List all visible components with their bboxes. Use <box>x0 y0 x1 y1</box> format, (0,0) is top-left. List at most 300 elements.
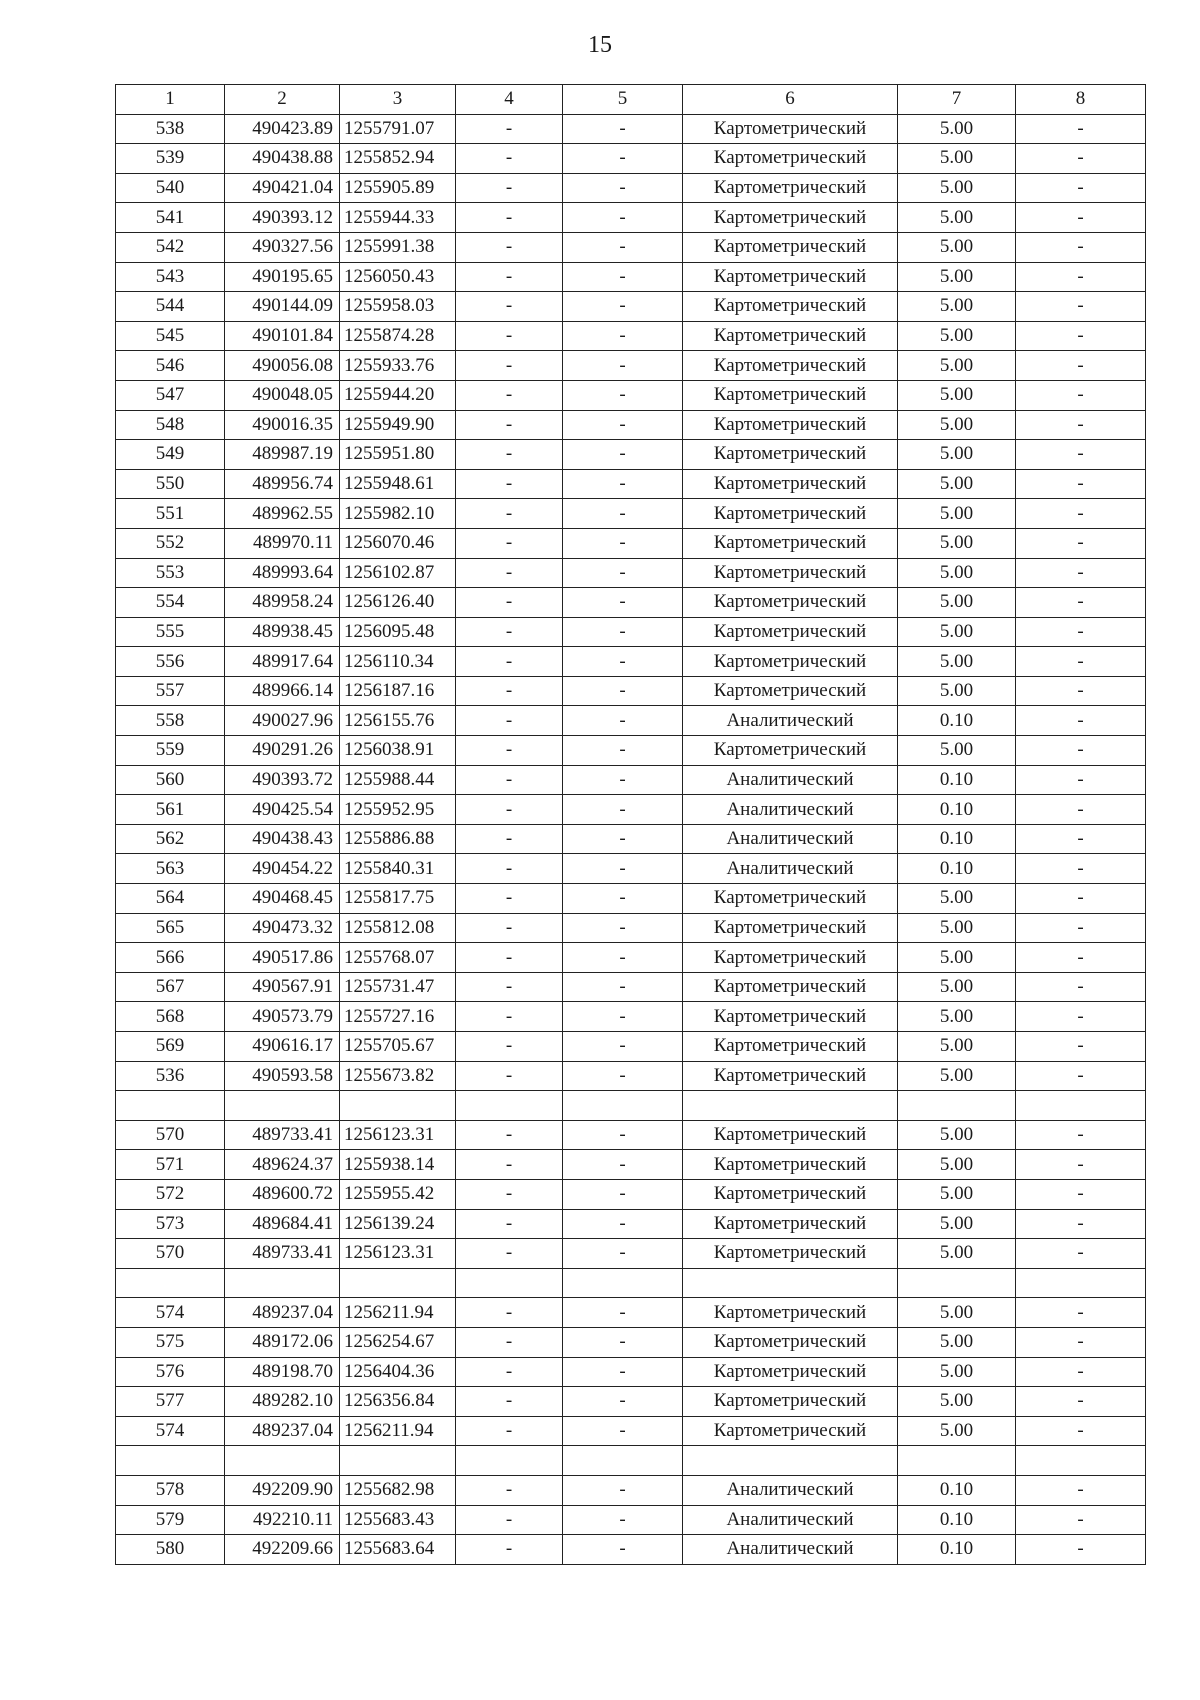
table-cell <box>898 1446 1016 1476</box>
table-cell: - <box>563 1179 683 1209</box>
table-cell: 490616.17 <box>225 1032 340 1062</box>
table-cell: - <box>1016 440 1146 470</box>
table-cell: 564 <box>116 884 225 914</box>
table-cell: 0.10 <box>898 854 1016 884</box>
table-cell: - <box>1016 1298 1146 1328</box>
table-row <box>116 528 1146 558</box>
table-cell: - <box>1016 972 1146 1002</box>
table-cell: - <box>563 913 683 943</box>
table-cell: 550 <box>116 469 225 499</box>
table-cell: 1255874.28 <box>340 321 456 351</box>
table-cell: - <box>563 203 683 233</box>
table-cell: 489733.41 <box>225 1120 340 1150</box>
table-cell <box>683 1446 898 1476</box>
table-cell: - <box>1016 795 1146 825</box>
table-cell: - <box>456 440 563 470</box>
table-cell: - <box>456 1505 563 1535</box>
table-cell: - <box>1016 528 1146 558</box>
table-cell <box>225 1091 340 1121</box>
table-cell: - <box>456 114 563 144</box>
table-cell: Аналитический <box>683 1535 898 1565</box>
table-cell: - <box>563 351 683 381</box>
table-cell: 573 <box>116 1209 225 1239</box>
table-cell: 5.00 <box>898 173 1016 203</box>
table-cell: 5.00 <box>898 972 1016 1002</box>
table-cell: Картометрический <box>683 410 898 440</box>
table-cell: - <box>563 1387 683 1417</box>
table-cell: 548 <box>116 410 225 440</box>
table-cell <box>898 1268 1016 1298</box>
table-cell: - <box>563 884 683 914</box>
table-cell: 554 <box>116 588 225 618</box>
table-cell: 490393.12 <box>225 203 340 233</box>
table-cell: - <box>563 1209 683 1239</box>
table-cell: - <box>563 824 683 854</box>
table-cell <box>563 1446 683 1476</box>
table-cell: 489993.64 <box>225 558 340 588</box>
table-cell: - <box>1016 499 1146 529</box>
table-cell: 1256095.48 <box>340 617 456 647</box>
table-cell: 1255886.88 <box>340 824 456 854</box>
table-row <box>116 884 1146 914</box>
table-cell: - <box>1016 203 1146 233</box>
table-row <box>116 469 1146 499</box>
table-cell: 489198.70 <box>225 1357 340 1387</box>
table-cell: Картометрический <box>683 528 898 558</box>
table-cell: 1256070.46 <box>340 528 456 558</box>
table-cell: - <box>563 469 683 499</box>
table-row <box>116 114 1146 144</box>
table-row <box>116 1032 1146 1062</box>
table-cell <box>116 1446 225 1476</box>
table-cell: 5.00 <box>898 1209 1016 1239</box>
coordinates-table <box>115 84 1146 1565</box>
table-cell: - <box>456 1239 563 1269</box>
table-cell: 577 <box>116 1387 225 1417</box>
table-cell: 1256050.43 <box>340 262 456 292</box>
table-cell: 552 <box>116 528 225 558</box>
table-cell <box>1016 1446 1146 1476</box>
table-cell: - <box>456 884 563 914</box>
table-cell: - <box>563 1061 683 1091</box>
table-cell: 490438.43 <box>225 824 340 854</box>
table-cell: - <box>456 765 563 795</box>
table-cell: Аналитический <box>683 1475 898 1505</box>
table-cell: 5.00 <box>898 1327 1016 1357</box>
table-cell: 489733.41 <box>225 1239 340 1269</box>
table-cell: 5.00 <box>898 1179 1016 1209</box>
table-cell: Аналитический <box>683 854 898 884</box>
table-row <box>116 854 1146 884</box>
table-cell: 559 <box>116 736 225 766</box>
table-cell: 571 <box>116 1150 225 1180</box>
table-cell: 490573.79 <box>225 1002 340 1032</box>
table-cell: 5.00 <box>898 1357 1016 1387</box>
table-cell: 490393.72 <box>225 765 340 795</box>
table-cell: - <box>563 1535 683 1565</box>
table-cell: - <box>456 617 563 647</box>
table-cell: Картометрический <box>683 676 898 706</box>
table-cell: - <box>563 1239 683 1269</box>
table-cell: 5.00 <box>898 1061 1016 1091</box>
table-row <box>116 647 1146 677</box>
table-cell: - <box>1016 1505 1146 1535</box>
table-cell: 5.00 <box>898 321 1016 351</box>
table-cell: - <box>1016 1002 1146 1032</box>
table-cell: 1255991.38 <box>340 232 456 262</box>
table-row <box>116 736 1146 766</box>
table-cell: 5.00 <box>898 884 1016 914</box>
table-cell: - <box>563 528 683 558</box>
table-cell: 489172.06 <box>225 1327 340 1357</box>
table-cell: - <box>456 736 563 766</box>
table-cell: Аналитический <box>683 765 898 795</box>
table-cell: 558 <box>116 706 225 736</box>
table-cell: Картометрический <box>683 1179 898 1209</box>
table-cell: - <box>456 1357 563 1387</box>
table-cell: 1255944.20 <box>340 380 456 410</box>
table-cell: 5.00 <box>898 1120 1016 1150</box>
table-cell: - <box>563 1150 683 1180</box>
table-cell: 1255949.90 <box>340 410 456 440</box>
header-cell: 8 <box>1016 85 1146 115</box>
table-cell: - <box>456 499 563 529</box>
table-cell: - <box>563 1505 683 1535</box>
table-row <box>116 499 1146 529</box>
table-cell: Картометрический <box>683 588 898 618</box>
table-cell: 489987.19 <box>225 440 340 470</box>
table-cell: 489684.41 <box>225 1209 340 1239</box>
header-cell: 5 <box>563 85 683 115</box>
table-cell <box>340 1268 456 1298</box>
table-cell: 490027.96 <box>225 706 340 736</box>
table-cell: - <box>456 410 563 440</box>
table-cell: - <box>1016 1209 1146 1239</box>
table-row <box>116 1061 1146 1091</box>
table-cell: 5.00 <box>898 410 1016 440</box>
table-cell: 1255673.82 <box>340 1061 456 1091</box>
table-cell: 489966.14 <box>225 676 340 706</box>
table-cell: 490144.09 <box>225 292 340 322</box>
table-cell: 490517.86 <box>225 943 340 973</box>
table-cell: 540 <box>116 173 225 203</box>
table-cell: - <box>456 351 563 381</box>
table-cell: 5.00 <box>898 440 1016 470</box>
table-cell: Картометрический <box>683 1032 898 1062</box>
table-cell: 1256123.31 <box>340 1120 456 1150</box>
table-cell: 1255817.75 <box>340 884 456 914</box>
table-cell <box>683 1268 898 1298</box>
table-cell: Картометрический <box>683 1150 898 1180</box>
table-cell: 1255812.08 <box>340 913 456 943</box>
header-cell: 1 <box>116 85 225 115</box>
table-cell: 557 <box>116 676 225 706</box>
table-cell: Картометрический <box>683 114 898 144</box>
table-cell: 5.00 <box>898 1416 1016 1446</box>
table-cell <box>225 1268 340 1298</box>
table-cell: 5.00 <box>898 588 1016 618</box>
table-cell: 570 <box>116 1120 225 1150</box>
table-cell: 5.00 <box>898 676 1016 706</box>
table-cell: 5.00 <box>898 232 1016 262</box>
table-cell: 490048.05 <box>225 380 340 410</box>
table-cell: - <box>563 972 683 1002</box>
table-row <box>116 292 1146 322</box>
table-cell: - <box>1016 173 1146 203</box>
table-row <box>116 765 1146 795</box>
table-cell: 547 <box>116 380 225 410</box>
table-cell: - <box>1016 1120 1146 1150</box>
table-cell: 544 <box>116 292 225 322</box>
table-cell: 1255683.64 <box>340 1535 456 1565</box>
table-cell: - <box>1016 1357 1146 1387</box>
table-cell: - <box>456 676 563 706</box>
table-cell <box>1016 1091 1146 1121</box>
table-row <box>116 440 1146 470</box>
table-cell: - <box>563 558 683 588</box>
table-cell: - <box>563 1032 683 1062</box>
table-cell: 563 <box>116 854 225 884</box>
table-cell: - <box>456 262 563 292</box>
table-cell: - <box>563 706 683 736</box>
table-cell: - <box>1016 292 1146 322</box>
table-cell: - <box>563 232 683 262</box>
table-cell: 1255791.07 <box>340 114 456 144</box>
table-row <box>116 1268 1146 1298</box>
table-row <box>116 824 1146 854</box>
table-cell: 543 <box>116 262 225 292</box>
table-cell: 1255852.94 <box>340 144 456 174</box>
table-cell: 1255955.42 <box>340 1179 456 1209</box>
table-cell: Картометрический <box>683 972 898 1002</box>
table-cell: 489624.37 <box>225 1150 340 1180</box>
table-cell: 1255938.14 <box>340 1150 456 1180</box>
table-row <box>116 351 1146 381</box>
table-cell: - <box>456 558 563 588</box>
table-cell: 5.00 <box>898 1002 1016 1032</box>
table-cell: - <box>563 499 683 529</box>
table-cell: - <box>1016 706 1146 736</box>
table-row <box>116 588 1146 618</box>
table-cell: 549 <box>116 440 225 470</box>
header-cell: 2 <box>225 85 340 115</box>
table-row <box>116 1002 1146 1032</box>
table-cell: Картометрический <box>683 1209 898 1239</box>
table-row <box>116 1505 1146 1535</box>
table-row <box>116 203 1146 233</box>
table-cell: - <box>456 173 563 203</box>
table-cell: 1255944.33 <box>340 203 456 233</box>
table-cell: Картометрический <box>683 913 898 943</box>
table-cell: - <box>456 144 563 174</box>
table-cell: 5.00 <box>898 736 1016 766</box>
table-cell: Картометрический <box>683 558 898 588</box>
table-cell: Картометрический <box>683 1387 898 1417</box>
table-cell: 5.00 <box>898 144 1016 174</box>
table-cell: - <box>563 1327 683 1357</box>
table-cell: - <box>563 1475 683 1505</box>
table-row <box>116 173 1146 203</box>
table-cell: - <box>563 1298 683 1328</box>
table-cell: 562 <box>116 824 225 854</box>
table-cell: - <box>1016 232 1146 262</box>
table-cell <box>563 1091 683 1121</box>
table-cell: - <box>563 647 683 677</box>
table-cell: 489962.55 <box>225 499 340 529</box>
table-cell: - <box>563 380 683 410</box>
table-cell: Картометрический <box>683 351 898 381</box>
page-number: 15 <box>588 32 612 58</box>
table-cell: - <box>563 943 683 973</box>
table-cell: 490101.84 <box>225 321 340 351</box>
table-row <box>116 1150 1146 1180</box>
table-cell: 1256211.94 <box>340 1298 456 1328</box>
table-cell: 1255683.43 <box>340 1505 456 1535</box>
table-cell: 578 <box>116 1475 225 1505</box>
table-cell: 580 <box>116 1535 225 1565</box>
table-cell: - <box>563 854 683 884</box>
table-cell: 490567.91 <box>225 972 340 1002</box>
table-cell: Картометрический <box>683 1357 898 1387</box>
table-cell: - <box>456 232 563 262</box>
table-cell: - <box>1016 1150 1146 1180</box>
table-cell: 492209.90 <box>225 1475 340 1505</box>
table-cell: - <box>563 1120 683 1150</box>
table-cell: 1255705.67 <box>340 1032 456 1062</box>
table-cell: Картометрический <box>683 736 898 766</box>
table-row <box>116 1446 1146 1476</box>
table-cell: - <box>1016 380 1146 410</box>
table-cell <box>116 1268 225 1298</box>
table-cell: 570 <box>116 1239 225 1269</box>
table-cell: Аналитический <box>683 706 898 736</box>
table-cell: 0.10 <box>898 1505 1016 1535</box>
table-cell: 489917.64 <box>225 647 340 677</box>
table-cell: - <box>563 410 683 440</box>
table-cell: - <box>456 1475 563 1505</box>
table-cell: 5.00 <box>898 1032 1016 1062</box>
table-cell: - <box>1016 558 1146 588</box>
table-cell: 5.00 <box>898 469 1016 499</box>
table-row <box>116 943 1146 973</box>
table-cell: 5.00 <box>898 262 1016 292</box>
table-cell: - <box>1016 1475 1146 1505</box>
table-cell: - <box>456 380 563 410</box>
table-cell: 5.00 <box>898 913 1016 943</box>
header-cell: 7 <box>898 85 1016 115</box>
table-cell: - <box>563 588 683 618</box>
table-cell: Картометрический <box>683 1239 898 1269</box>
table-cell: Аналитический <box>683 1505 898 1535</box>
table-row <box>116 972 1146 1002</box>
table-cell: - <box>456 972 563 1002</box>
table-cell: - <box>456 1002 563 1032</box>
table-cell: Картометрический <box>683 884 898 914</box>
table-cell: 541 <box>116 203 225 233</box>
table-cell: 490593.58 <box>225 1061 340 1091</box>
table-cell: Картометрический <box>683 1416 898 1446</box>
table-cell: 0.10 <box>898 824 1016 854</box>
table-cell: Картометрический <box>683 380 898 410</box>
table-cell: - <box>563 321 683 351</box>
table-cell: 572 <box>116 1179 225 1209</box>
table-cell: 5.00 <box>898 114 1016 144</box>
table-cell: 489938.45 <box>225 617 340 647</box>
table-cell: 0.10 <box>898 1475 1016 1505</box>
table-cell: 561 <box>116 795 225 825</box>
table-cell: 576 <box>116 1357 225 1387</box>
table-cell: 545 <box>116 321 225 351</box>
table-cell: - <box>1016 351 1146 381</box>
table-cell: 1256356.84 <box>340 1387 456 1417</box>
table-cell: 1255952.95 <box>340 795 456 825</box>
table-row <box>116 913 1146 943</box>
table-cell: - <box>456 1535 563 1565</box>
table-cell: 5.00 <box>898 647 1016 677</box>
table-row <box>116 1387 1146 1417</box>
table-cell: 490421.04 <box>225 173 340 203</box>
table-cell: 546 <box>116 351 225 381</box>
table-cell: - <box>1016 824 1146 854</box>
table-cell: 490291.26 <box>225 736 340 766</box>
table-cell: Картометрический <box>683 1061 898 1091</box>
table-row <box>116 1535 1146 1565</box>
table-cell: - <box>563 292 683 322</box>
table-cell: Картометрический <box>683 1327 898 1357</box>
table-cell: 1256155.76 <box>340 706 456 736</box>
table-cell: - <box>1016 144 1146 174</box>
table-cell: 1256211.94 <box>340 1416 456 1446</box>
table-cell: - <box>1016 1416 1146 1446</box>
table-cell: - <box>1016 1387 1146 1417</box>
table-cell: - <box>456 1416 563 1446</box>
table-cell: - <box>1016 114 1146 144</box>
table-cell: 574 <box>116 1416 225 1446</box>
table-row <box>116 1091 1146 1121</box>
table-cell: 5.00 <box>898 292 1016 322</box>
table-cell: 1256123.31 <box>340 1239 456 1269</box>
table-cell: 5.00 <box>898 1150 1016 1180</box>
table-cell: 489956.74 <box>225 469 340 499</box>
table-cell: 5.00 <box>898 1239 1016 1269</box>
table-cell: 565 <box>116 913 225 943</box>
table-cell <box>563 1268 683 1298</box>
table-cell: - <box>456 1327 563 1357</box>
table-row <box>116 1179 1146 1209</box>
table-row <box>116 558 1146 588</box>
table-cell: - <box>1016 410 1146 440</box>
table-cell: 5.00 <box>898 1298 1016 1328</box>
table-cell: - <box>456 1061 563 1091</box>
header-cell: 3 <box>340 85 456 115</box>
table-cell: Картометрический <box>683 1002 898 1032</box>
table-cell: Картометрический <box>683 440 898 470</box>
header-cell: 4 <box>456 85 563 115</box>
table-cell: 489237.04 <box>225 1298 340 1328</box>
table-cell: 1255988.44 <box>340 765 456 795</box>
table-cell: 568 <box>116 1002 225 1032</box>
table-row <box>116 1475 1146 1505</box>
table-body <box>116 114 1146 1564</box>
table-cell: - <box>456 824 563 854</box>
table-cell: 0.10 <box>898 795 1016 825</box>
table-cell: 490473.32 <box>225 913 340 943</box>
table-cell: - <box>563 617 683 647</box>
table-cell: - <box>456 588 563 618</box>
table-row <box>116 144 1146 174</box>
table-cell: 1256187.16 <box>340 676 456 706</box>
table-cell: - <box>1016 469 1146 499</box>
